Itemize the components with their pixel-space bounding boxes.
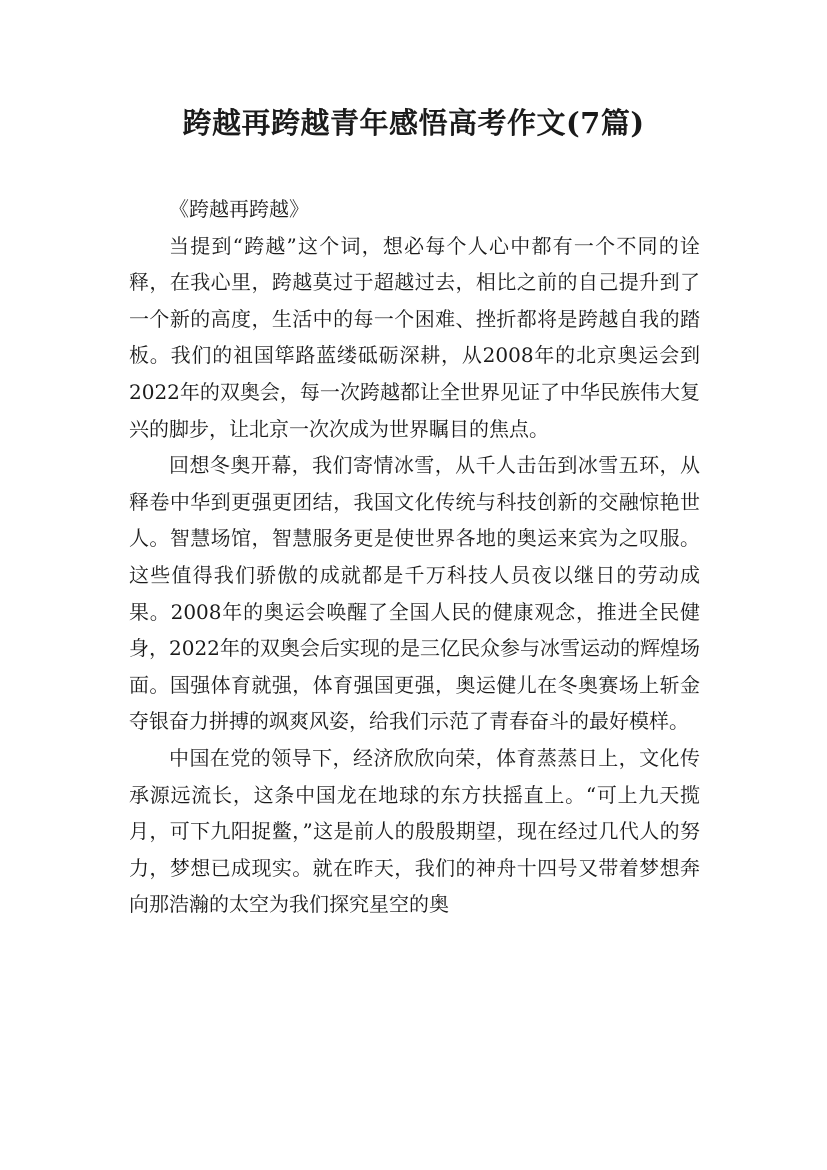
document-title: 跨越再跨越青年感悟高考作文(7篇) [182,106,645,140]
paragraph-2: 回想冬奥开幕，我们寄情冰雪，从千人击缶到冰雪五环，从释卷中华到更强更团结，我国文化传统与科技创新的交融惊艳世人。智慧场馆，智慧服务更是使世界各地的奥运来宾为之叹服。这些值得我们骄傲的成就都是千万科技人员夜以继日的劳动成果。2008年的奥运会唤醒了全国人民的健康观念，推进全民健身，2022年的双奥会后实现的是三亿民众参与冰雪运动的辉煌场面。国强体育就强，体育强国更强，奥运健儿在冬奥赛场上斩金夺银奋力拼搏的飒爽风姿，给我们示范了青春奋斗的最好模样。 [129,453,700,734]
paragraph-1: 当提到“跨越”这个词，想必每个人心中都有一个不同的诠释，在我心里，跨越莫过于超越过去，相比之前的自己提升到了一个新的高度，生活中的每一个困难、挫折都将是跨越自我的踏板。我们的祖国筚路蓝缕砥砺深耕，从2008年的北京奥运会到2022年的双奥会，每一次跨越都让全世界见证了中华民族伟大复兴的脚步，让北京一次次成为世界瞩目的焦点。 [129,233,700,441]
paragraph-3: 中国在党的领导下，经济欣欣向荣，体育蒸蒸日上，文化传承源远流长，这条中国龙在地球的东方扶摇直上。“可上九天揽月，可下九阳捉鳖，”这是前人的殷殷期望，现在经过几代人的努力，梦想已成现实。就在昨天，我们的神舟十四号又带着梦想奔向那浩瀚的太空为我们探究星空的奥 [129,745,700,917]
essay-heading: 《跨越再跨越》 [169,197,309,221]
document-body [129,191,700,923]
